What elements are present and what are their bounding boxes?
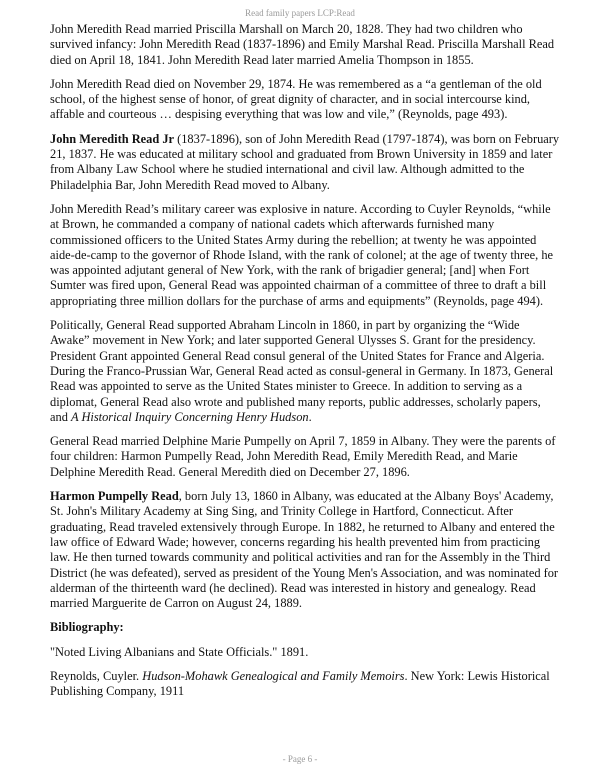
- bib2-publisher: . New York: Lewis Historical Publishing Company, 1911: [50, 668, 550, 699]
- paragraph-marriage: John Meredith Read married Priscilla Marshall on March 20, 1828. They had two children who survived infancy: John Meredith Read (1837-1896) and Emily Marshal Read. Priscilla Marshall Read died on April 18, 1841. John Meredith Read later married Amelia Thompson in 1855.: [50, 22, 555, 67]
- name-harmon: Harmon Pumpelly Read: [50, 489, 179, 504]
- paragraph-death: John Meredith Read died on November 29, 1874. He was remembered as a “a gentleman of the old school, of the highest sense of honor, of great dignity of character, and in social intercourse kind, affable and courteous … despising everything that was low and vile,” (Reynolds, page 493).: [50, 76, 542, 122]
- paragraph-harmon-text: , born July 13, 1860 in Albany, was educated at the Albany Boys' Academy, St. John's Military Academy at Sing Sing, and Trinity College in Hartford, Connecticut. After graduating, Read traveled extensively through Europe. In 1882, he returned to Albany and entered the law office of Edward Wade; however, concerns regarding his health prevented him from practicing law. He then turned towards community and political activities and ran for the Assembly in the Third District (he was defeated), served as president of the Young Men's Association, and was nominated for alderman of the thirteenth ward (he declined). Read was interested in history and genealogy. Read married Marguerite de Carron on August 24, 1889.: [50, 489, 559, 611]
- paragraph-military-career: John Meredith Read’s military career was explosive in nature. According to Cuyler Reynolds, “while at Brown, he commanded a company of national cadets which afterwards furnished many commissioned officers to the United States Army during the rebellion; at twenty he was appointed aide-de-camp to the governor of Rhode Island, with the rank of colonel; at the age of twenty three, he was appointed adjutant general of New York, with the rank of brigadier general; [and] when Fort Sumter was fired upon, General Read was appointed chairman of a committee of three to draft a bill appropriating three million dollars for the purchase of arms and equipments” (Reynolds, page 494).: [50, 201, 554, 308]
- name-jmr-jr: John Meredith Read Jr: [50, 131, 175, 146]
- page-footer: - Page 6 -: [282, 754, 318, 764]
- paragraph-jmr-jr-text: (1837-1896), son of John Meredith Read (1797-1874), was born on February 21, 1837. He was educated at military school and graduated from Brown University in 1859 and later from Albany Law School where he studied international and civil law. Although admitted to the Philadelphia Bar, John Meredith Read moved to Albany.: [50, 131, 560, 192]
- bib2-author: Reynolds, Cuyler.: [50, 668, 143, 683]
- paragraph-politics-end: .: [308, 409, 312, 424]
- book-title-henry-hudson: A Historical Inquiry Concerning Henry Hudson: [71, 409, 309, 424]
- paragraph-politics-text: Politically, General Read supported Abraham Lincoln in 1860, in part by organizing the “Wide Awake” movement in New York; and later supported General Ulysses S. Grant for the presidency. President Grant appointed General Read consul general of the United States for France and Algeria. During the Franco-Prussian War, General Read acted as consul-general in Germany. In 1873, General Read was appointed to serve as the United States minister to Greece. In addition to serving as a diplomat, General Read also wrote and published many reports, public addresses, scholarly papers, and: [50, 318, 554, 424]
- paragraph-general-marriage: General Read married Delphine Marie Pumpelly on April 7, 1859 in Albany. They were the parents of four children: Harmon Pumpelly Read, John Meredith Read, Emily Meredith Read, and Marie Delphine Meredith Read. General Meredith died on December 27, 1896.: [50, 434, 556, 479]
- bibliography-heading: [50, 620, 560, 635]
- bibliography-heading-text: Bibliography:: [50, 620, 124, 635]
- paragraph-harmon: [50, 489, 560, 611]
- document-body: [50, 22, 560, 709]
- paragraph-jmr-jr: [50, 132, 560, 193]
- bib2-title: Hudson-Mohawk Genealogical and Family Memoirs: [142, 668, 405, 683]
- bibliography-entry-1: "Noted Living Albanians and State Officials." 1891.: [50, 644, 309, 659]
- paragraph-politics: [50, 318, 560, 425]
- bibliography-entry-2: [50, 669, 560, 700]
- page-header: Read family papers LCP:Read: [245, 8, 355, 18]
